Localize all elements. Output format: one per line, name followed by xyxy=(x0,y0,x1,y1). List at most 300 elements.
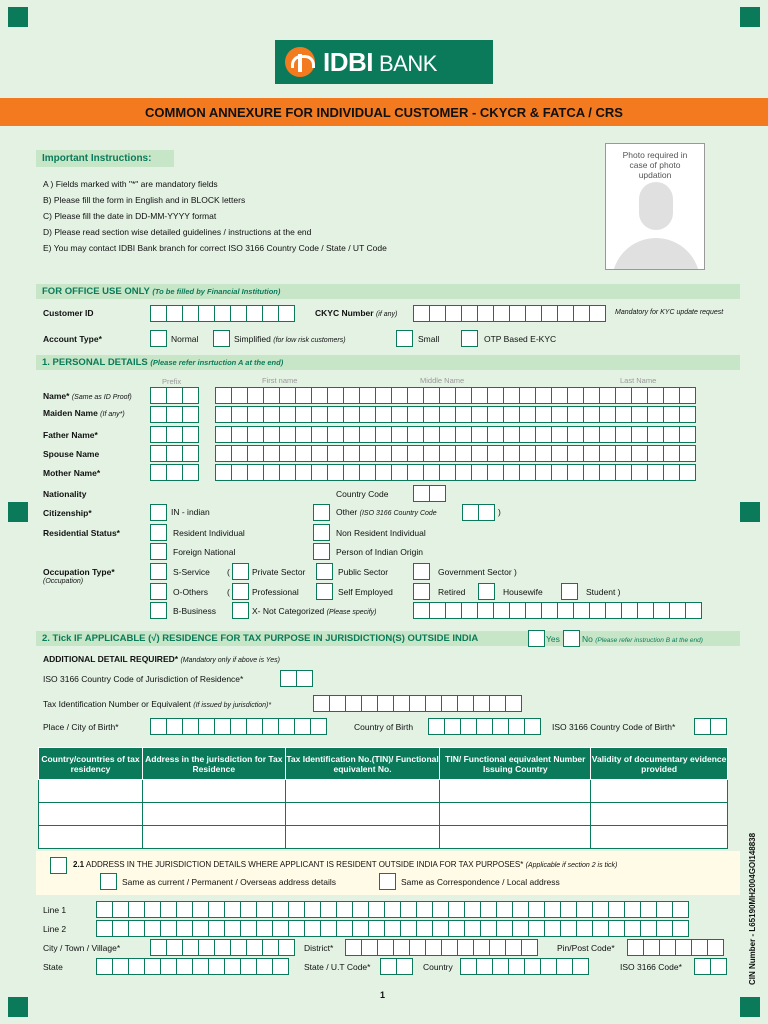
char-box[interactable] xyxy=(592,920,609,937)
char-box[interactable] xyxy=(647,426,664,443)
char-box[interactable] xyxy=(423,406,440,423)
char-box[interactable] xyxy=(487,426,504,443)
char-box[interactable] xyxy=(624,901,641,918)
char-box[interactable] xyxy=(343,445,360,462)
char-box[interactable] xyxy=(380,958,397,975)
char-box[interactable] xyxy=(599,445,616,462)
char-box[interactable] xyxy=(192,958,209,975)
char-box[interactable] xyxy=(247,464,264,481)
not-categorized-checkbox[interactable] xyxy=(232,602,249,619)
char-box[interactable] xyxy=(311,464,328,481)
char-box[interactable] xyxy=(311,387,328,404)
char-box[interactable] xyxy=(599,387,616,404)
table-cell[interactable] xyxy=(591,826,728,849)
char-box[interactable] xyxy=(544,901,561,918)
citizenship-code-input[interactable] xyxy=(462,504,494,521)
char-box[interactable] xyxy=(375,387,392,404)
char-box[interactable] xyxy=(391,387,408,404)
govt-sector-checkbox[interactable] xyxy=(413,563,430,580)
pio-checkbox[interactable] xyxy=(313,543,330,560)
char-box[interactable] xyxy=(583,426,600,443)
char-box[interactable] xyxy=(487,445,504,462)
char-box[interactable] xyxy=(461,305,478,322)
char-box[interactable] xyxy=(345,695,362,712)
line2-input[interactable] xyxy=(96,920,688,937)
char-box[interactable] xyxy=(400,920,417,937)
photo-box[interactable] xyxy=(605,143,705,270)
char-box[interactable] xyxy=(240,920,257,937)
char-box[interactable] xyxy=(327,387,344,404)
housewife-checkbox[interactable] xyxy=(478,583,495,600)
char-box[interactable] xyxy=(425,695,442,712)
citizenship-other-checkbox[interactable] xyxy=(313,504,330,521)
char-box[interactable] xyxy=(471,464,488,481)
char-box[interactable] xyxy=(96,958,113,975)
char-box[interactable] xyxy=(477,602,494,619)
char-box[interactable] xyxy=(407,406,424,423)
char-box[interactable] xyxy=(320,920,337,937)
char-box[interactable] xyxy=(599,406,616,423)
char-box[interactable] xyxy=(691,939,708,956)
char-box[interactable] xyxy=(525,602,542,619)
char-box[interactable] xyxy=(295,464,312,481)
private-sector-checkbox[interactable] xyxy=(232,563,249,580)
char-box[interactable] xyxy=(176,901,193,918)
char-box[interactable] xyxy=(462,504,479,521)
char-box[interactable] xyxy=(455,445,472,462)
char-box[interactable] xyxy=(694,718,711,735)
country-input[interactable] xyxy=(460,958,588,975)
char-box[interactable] xyxy=(230,305,247,322)
char-box[interactable] xyxy=(182,406,199,423)
char-box[interactable] xyxy=(128,901,145,918)
char-box[interactable] xyxy=(208,901,225,918)
char-box[interactable] xyxy=(710,718,727,735)
char-box[interactable] xyxy=(535,406,552,423)
char-box[interactable] xyxy=(473,939,490,956)
char-box[interactable] xyxy=(224,958,241,975)
char-box[interactable] xyxy=(492,718,509,735)
char-box[interactable] xyxy=(166,305,183,322)
char-box[interactable] xyxy=(246,939,263,956)
spouse-prefix-input[interactable] xyxy=(150,445,198,462)
char-box[interactable] xyxy=(166,426,183,443)
char-box[interactable] xyxy=(496,920,513,937)
o-others-checkbox[interactable] xyxy=(150,583,167,600)
b-business-checkbox[interactable] xyxy=(150,602,167,619)
char-box[interactable] xyxy=(311,445,328,462)
address-section-checkbox[interactable] xyxy=(50,857,67,874)
table-cell[interactable] xyxy=(142,826,285,849)
char-box[interactable] xyxy=(150,939,167,956)
char-box[interactable] xyxy=(503,445,520,462)
char-box[interactable] xyxy=(166,445,183,462)
char-box[interactable] xyxy=(439,387,456,404)
char-box[interactable] xyxy=(375,445,392,462)
char-box[interactable] xyxy=(631,387,648,404)
char-box[interactable] xyxy=(615,445,632,462)
char-box[interactable] xyxy=(393,695,410,712)
mother-name-input[interactable] xyxy=(215,464,695,481)
char-box[interactable] xyxy=(304,920,321,937)
tax-yes-checkbox[interactable] xyxy=(528,630,545,647)
char-box[interactable] xyxy=(224,901,241,918)
same-correspondence-checkbox[interactable] xyxy=(379,873,396,890)
char-box[interactable] xyxy=(359,445,376,462)
char-box[interactable] xyxy=(391,406,408,423)
char-box[interactable] xyxy=(448,901,465,918)
char-box[interactable] xyxy=(352,920,369,937)
maiden-name-input[interactable] xyxy=(215,406,695,423)
char-box[interactable] xyxy=(240,901,257,918)
char-box[interactable] xyxy=(294,718,311,735)
char-box[interactable] xyxy=(653,602,670,619)
table-cell[interactable] xyxy=(440,803,591,826)
char-box[interactable] xyxy=(535,445,552,462)
table-cell[interactable] xyxy=(591,780,728,803)
char-box[interactable] xyxy=(377,695,394,712)
char-box[interactable] xyxy=(503,406,520,423)
table-cell[interactable] xyxy=(39,826,143,849)
char-box[interactable] xyxy=(231,426,248,443)
char-box[interactable] xyxy=(166,406,183,423)
char-box[interactable] xyxy=(647,464,664,481)
char-box[interactable] xyxy=(263,445,280,462)
char-box[interactable] xyxy=(413,485,430,502)
char-box[interactable] xyxy=(675,939,692,956)
char-box[interactable] xyxy=(694,958,711,975)
char-box[interactable] xyxy=(608,920,625,937)
char-box[interactable] xyxy=(295,426,312,443)
char-box[interactable] xyxy=(278,939,295,956)
char-box[interactable] xyxy=(409,695,426,712)
char-box[interactable] xyxy=(615,406,632,423)
char-box[interactable] xyxy=(476,958,493,975)
char-box[interactable] xyxy=(535,464,552,481)
char-box[interactable] xyxy=(576,901,593,918)
iso-birth-input[interactable] xyxy=(694,718,726,735)
table-cell[interactable] xyxy=(39,803,143,826)
char-box[interactable] xyxy=(631,464,648,481)
char-box[interactable] xyxy=(288,920,305,937)
char-box[interactable] xyxy=(247,445,264,462)
char-box[interactable] xyxy=(423,445,440,462)
char-box[interactable] xyxy=(429,485,446,502)
char-box[interactable] xyxy=(263,387,280,404)
char-box[interactable] xyxy=(409,939,426,956)
state-code-input[interactable] xyxy=(380,958,412,975)
char-box[interactable] xyxy=(460,958,477,975)
char-box[interactable] xyxy=(224,920,241,937)
char-box[interactable] xyxy=(455,406,472,423)
char-box[interactable] xyxy=(489,939,506,956)
char-box[interactable] xyxy=(279,464,296,481)
char-box[interactable] xyxy=(150,718,167,735)
s-service-checkbox[interactable] xyxy=(150,563,167,580)
char-box[interactable] xyxy=(329,695,346,712)
char-box[interactable] xyxy=(345,939,362,956)
char-box[interactable] xyxy=(496,901,513,918)
char-box[interactable] xyxy=(247,387,264,404)
char-box[interactable] xyxy=(457,695,474,712)
table-cell[interactable] xyxy=(285,803,440,826)
char-box[interactable] xyxy=(96,920,113,937)
char-box[interactable] xyxy=(551,387,568,404)
char-box[interactable] xyxy=(631,426,648,443)
char-box[interactable] xyxy=(489,695,506,712)
char-box[interactable] xyxy=(375,426,392,443)
char-box[interactable] xyxy=(311,406,328,423)
char-box[interactable] xyxy=(262,305,279,322)
table-cell[interactable] xyxy=(285,780,440,803)
char-box[interactable] xyxy=(621,602,638,619)
char-box[interactable] xyxy=(567,464,584,481)
char-box[interactable] xyxy=(477,305,494,322)
char-box[interactable] xyxy=(150,464,167,481)
char-box[interactable] xyxy=(112,958,129,975)
char-box[interactable] xyxy=(288,901,305,918)
char-box[interactable] xyxy=(247,406,264,423)
city-input[interactable] xyxy=(150,939,294,956)
char-box[interactable] xyxy=(361,939,378,956)
char-box[interactable] xyxy=(663,445,680,462)
char-box[interactable] xyxy=(343,464,360,481)
citizenship-in-checkbox[interactable] xyxy=(150,504,167,521)
char-box[interactable] xyxy=(659,939,676,956)
char-box[interactable] xyxy=(296,670,313,687)
char-box[interactable] xyxy=(150,445,167,462)
char-box[interactable] xyxy=(525,305,542,322)
char-box[interactable] xyxy=(327,426,344,443)
char-box[interactable] xyxy=(359,387,376,404)
char-box[interactable] xyxy=(375,406,392,423)
char-box[interactable] xyxy=(608,901,625,918)
state-input[interactable] xyxy=(96,958,288,975)
char-box[interactable] xyxy=(663,426,680,443)
iso-jurisdiction-input[interactable] xyxy=(280,670,312,687)
char-box[interactable] xyxy=(295,387,312,404)
table-cell[interactable] xyxy=(142,780,285,803)
char-box[interactable] xyxy=(535,426,552,443)
char-box[interactable] xyxy=(589,602,606,619)
char-box[interactable] xyxy=(685,602,702,619)
char-box[interactable] xyxy=(368,901,385,918)
char-box[interactable] xyxy=(432,901,449,918)
char-box[interactable] xyxy=(583,464,600,481)
char-box[interactable] xyxy=(391,445,408,462)
char-box[interactable] xyxy=(455,387,472,404)
char-box[interactable] xyxy=(359,426,376,443)
char-box[interactable] xyxy=(541,602,558,619)
table-cell[interactable] xyxy=(39,780,143,803)
char-box[interactable] xyxy=(647,406,664,423)
char-box[interactable] xyxy=(240,958,257,975)
char-box[interactable] xyxy=(679,426,696,443)
char-box[interactable] xyxy=(214,939,231,956)
country-birth-input[interactable] xyxy=(428,718,540,735)
char-box[interactable] xyxy=(505,695,522,712)
char-box[interactable] xyxy=(327,406,344,423)
char-box[interactable] xyxy=(375,464,392,481)
table-cell[interactable] xyxy=(142,803,285,826)
char-box[interactable] xyxy=(407,426,424,443)
char-box[interactable] xyxy=(605,602,622,619)
name-prefix-input[interactable] xyxy=(150,387,198,404)
char-box[interactable] xyxy=(679,445,696,462)
char-box[interactable] xyxy=(256,901,273,918)
char-box[interactable] xyxy=(425,939,442,956)
char-box[interactable] xyxy=(487,387,504,404)
char-box[interactable] xyxy=(672,901,689,918)
char-box[interactable] xyxy=(710,958,727,975)
char-box[interactable] xyxy=(391,464,408,481)
char-box[interactable] xyxy=(493,602,510,619)
self-employed-checkbox[interactable] xyxy=(316,583,333,600)
char-box[interactable] xyxy=(599,426,616,443)
char-box[interactable] xyxy=(416,901,433,918)
char-box[interactable] xyxy=(128,958,145,975)
char-box[interactable] xyxy=(359,464,376,481)
char-box[interactable] xyxy=(214,305,231,322)
char-box[interactable] xyxy=(473,695,490,712)
char-box[interactable] xyxy=(230,718,247,735)
char-box[interactable] xyxy=(643,939,660,956)
char-box[interactable] xyxy=(461,602,478,619)
char-box[interactable] xyxy=(519,445,536,462)
tax-no-checkbox[interactable] xyxy=(563,630,580,647)
country-code-input[interactable] xyxy=(413,485,445,502)
char-box[interactable] xyxy=(384,901,401,918)
char-box[interactable] xyxy=(182,939,199,956)
char-box[interactable] xyxy=(112,920,129,937)
char-box[interactable] xyxy=(572,958,589,975)
char-box[interactable] xyxy=(150,426,167,443)
char-box[interactable] xyxy=(556,958,573,975)
char-box[interactable] xyxy=(368,920,385,937)
char-box[interactable] xyxy=(540,958,557,975)
char-box[interactable] xyxy=(464,901,481,918)
professional-checkbox[interactable] xyxy=(232,583,249,600)
spouse-name-input[interactable] xyxy=(215,445,695,462)
char-box[interactable] xyxy=(464,920,481,937)
char-box[interactable] xyxy=(256,958,273,975)
char-box[interactable] xyxy=(182,387,199,404)
char-box[interactable] xyxy=(509,602,526,619)
char-box[interactable] xyxy=(198,939,215,956)
char-box[interactable] xyxy=(361,695,378,712)
char-box[interactable] xyxy=(304,901,321,918)
same-current-checkbox[interactable] xyxy=(100,873,117,890)
mother-prefix-input[interactable] xyxy=(150,464,198,481)
char-box[interactable] xyxy=(567,426,584,443)
char-box[interactable] xyxy=(279,387,296,404)
char-box[interactable] xyxy=(471,445,488,462)
char-box[interactable] xyxy=(544,920,561,937)
char-box[interactable] xyxy=(471,387,488,404)
char-box[interactable] xyxy=(647,387,664,404)
char-box[interactable] xyxy=(583,406,600,423)
char-box[interactable] xyxy=(295,445,312,462)
char-box[interactable] xyxy=(230,939,247,956)
char-box[interactable] xyxy=(182,464,199,481)
char-box[interactable] xyxy=(359,406,376,423)
char-box[interactable] xyxy=(423,387,440,404)
name-input[interactable] xyxy=(215,387,695,404)
char-box[interactable] xyxy=(279,426,296,443)
char-box[interactable] xyxy=(519,406,536,423)
char-box[interactable] xyxy=(423,426,440,443)
char-box[interactable] xyxy=(445,305,462,322)
foreign-national-checkbox[interactable] xyxy=(150,543,167,560)
char-box[interactable] xyxy=(416,920,433,937)
char-box[interactable] xyxy=(512,901,529,918)
char-box[interactable] xyxy=(413,602,430,619)
char-box[interactable] xyxy=(679,464,696,481)
char-box[interactable] xyxy=(551,426,568,443)
char-box[interactable] xyxy=(429,602,446,619)
char-box[interactable] xyxy=(231,406,248,423)
char-box[interactable] xyxy=(160,901,177,918)
char-box[interactable] xyxy=(627,939,644,956)
char-box[interactable] xyxy=(256,920,273,937)
char-box[interactable] xyxy=(480,901,497,918)
char-box[interactable] xyxy=(476,718,493,735)
char-box[interactable] xyxy=(343,406,360,423)
char-box[interactable] xyxy=(444,718,461,735)
char-box[interactable] xyxy=(393,939,410,956)
char-box[interactable] xyxy=(128,920,145,937)
char-box[interactable] xyxy=(583,387,600,404)
char-box[interactable] xyxy=(512,920,529,937)
char-box[interactable] xyxy=(672,920,689,937)
char-box[interactable] xyxy=(166,939,183,956)
maiden-prefix-input[interactable] xyxy=(150,406,198,423)
student-checkbox[interactable] xyxy=(561,583,578,600)
char-box[interactable] xyxy=(176,958,193,975)
char-box[interactable] xyxy=(656,901,673,918)
resident-individual-checkbox[interactable] xyxy=(150,524,167,541)
char-box[interactable] xyxy=(631,406,648,423)
char-box[interactable] xyxy=(327,464,344,481)
char-box[interactable] xyxy=(457,939,474,956)
char-box[interactable] xyxy=(508,718,525,735)
char-box[interactable] xyxy=(150,305,167,322)
char-box[interactable] xyxy=(214,718,231,735)
char-box[interactable] xyxy=(560,901,577,918)
char-box[interactable] xyxy=(560,920,577,937)
char-box[interactable] xyxy=(295,406,312,423)
char-box[interactable] xyxy=(279,406,296,423)
char-box[interactable] xyxy=(263,426,280,443)
char-box[interactable] xyxy=(441,939,458,956)
char-box[interactable] xyxy=(656,920,673,937)
char-box[interactable] xyxy=(215,387,232,404)
char-box[interactable] xyxy=(208,920,225,937)
char-box[interactable] xyxy=(311,426,328,443)
char-box[interactable] xyxy=(272,901,289,918)
char-box[interactable] xyxy=(262,939,279,956)
char-box[interactable] xyxy=(441,695,458,712)
simplified-checkbox[interactable] xyxy=(213,330,230,347)
ckyc-input[interactable] xyxy=(413,305,605,322)
char-box[interactable] xyxy=(182,305,199,322)
char-box[interactable] xyxy=(215,406,232,423)
char-box[interactable] xyxy=(455,464,472,481)
char-box[interactable] xyxy=(278,718,295,735)
char-box[interactable] xyxy=(567,445,584,462)
char-box[interactable] xyxy=(247,426,264,443)
char-box[interactable] xyxy=(455,426,472,443)
